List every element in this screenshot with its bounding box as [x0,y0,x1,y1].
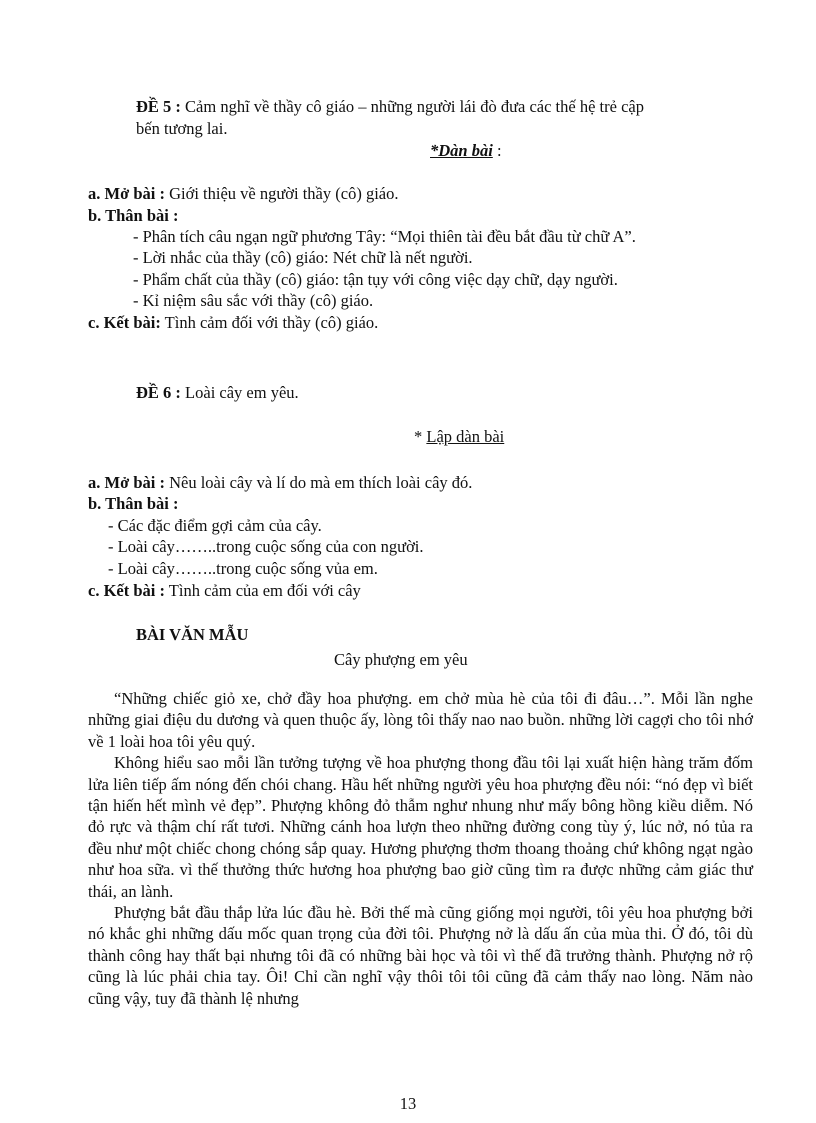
list-item: - Phẩm chất của thầy (cô) giáo: tận tụy với công việc dạy chữ, dạy người. [133,270,618,289]
de6-than-bai-label: b. Thân bài : [88,494,179,513]
list-item: - Loài cây……..trong cuộc sống của con người. [108,537,424,556]
sample-body [88,688,753,1009]
de5-title-line1: ĐỀ 5 : Cảm nghĩ về thầy cô giáo – những người lái đò đưa các thế hệ trẻ cập [136,97,644,116]
page-number: 13 [399,1094,417,1113]
sample-title: Cây phượng em yêu [334,650,468,669]
de5-title-line2: bến tương lai. [136,119,228,138]
de6-ket-bai: c. Kết bài : Tình cảm của em đối với cây [88,581,361,600]
list-item: - Kỉ niệm sâu sắc với thầy (cô) giáo. [133,291,374,310]
paragraph: Không hiểu sao mỗi lần tưởng tượng về hoa phượng thong đầu tôi lại xuất hiện hàng trăm đốm lửa liên tiếp ấm nóng đến chói chang. Hầu hết những người yêu hoa phượng đều nói: “nó đẹp vì biết tận hiến hết mình vẻ đẹp”. Phượng không đỏ thẫm nghư nhung như mấy bông hồng kiều diễm. Nó đỏ rực và thậm chí rất tươi. Những cánh hoa lượn theo những đường cong tùy ý, lúc nở, nó tủa ra đều như một chiếc chong chóng sắp quay. Hương phượng thơm thoang thoảng chứ không ngạt ngào như hoa sữa. vì thế thưởng thức hương hoa phượng bao giờ cũng tìm ra được những cảm giác thư thái, an lành. [88,753,753,901]
de5-outline-heading: *Dàn bài : [430,141,502,160]
paragraph: Phượng bắt đầu thắp lửa lúc đầu hè. Bởi thế mà cũng giống mọi người, tôi yêu hoa phượng bởi nó khắc ghi những dấu mốc quan trọng của đời tôi. Phượng nở là dấu ấn của mùa thi. Ở đó, tôi dù thành công hay thất bại nhưng tôi đã có những bài học và tôi vì thế đã trưởng thành. Phượng nở rộ cũng là lúc phải chia tay. Ôi! Chỉ cần nghĩ vậy thôi tôi tôi cũng đã cảm thấy nao lòng. Năm nào cũng vậy, tuy đã thành lệ nhưng [88,903,753,1008]
de6-mo-bai: a. Mở bài : Nêu loài cây và lí do mà em thích loài cây đó. [88,473,473,492]
paragraph: “Những chiếc giỏ xe, chở đầy hoa phượng. em chở mùa hè của tôi đi đâu…”. Mỗi lần nghe những giai điệu du dương và quen thuộc ấy, lòng tôi thấy nao nao buồn. những lời cagợi cho tôi nhớ về 1 loài hoa tôi yêu quý. [88,689,753,751]
sample-heading: BÀI VĂN MẪU [136,625,249,644]
list-item: - Phân tích câu ngạn ngữ phương Tây: “Mọi thiên tài đều bắt đầu từ chữ A”. [133,227,636,246]
de6-label: ĐỀ 6 : [136,383,181,402]
de6-outline-heading: * Lập dàn bài [414,427,505,446]
list-item: - Loài cây……..trong cuộc sống vủa em. [108,559,378,578]
de5-mo-bai: a. Mở bài : Giới thiệu về người thầy (cô) giáo. [88,184,399,203]
de5-label: ĐỀ 5 : [136,97,181,116]
list-item: - Lời nhắc của thầy (cô) giáo: Nét chữ là nết người. [133,248,473,267]
list-item: - Các đặc điểm gợi cảm của cây. [108,516,322,535]
de6-title: ĐỀ 6 : Loài cây em yêu. [136,383,299,402]
de5-ket-bai: c. Kết bài: Tình cảm đối với thầy (cô) giáo. [88,313,379,332]
de5-than-bai-label: b. Thân bài : [88,206,179,225]
